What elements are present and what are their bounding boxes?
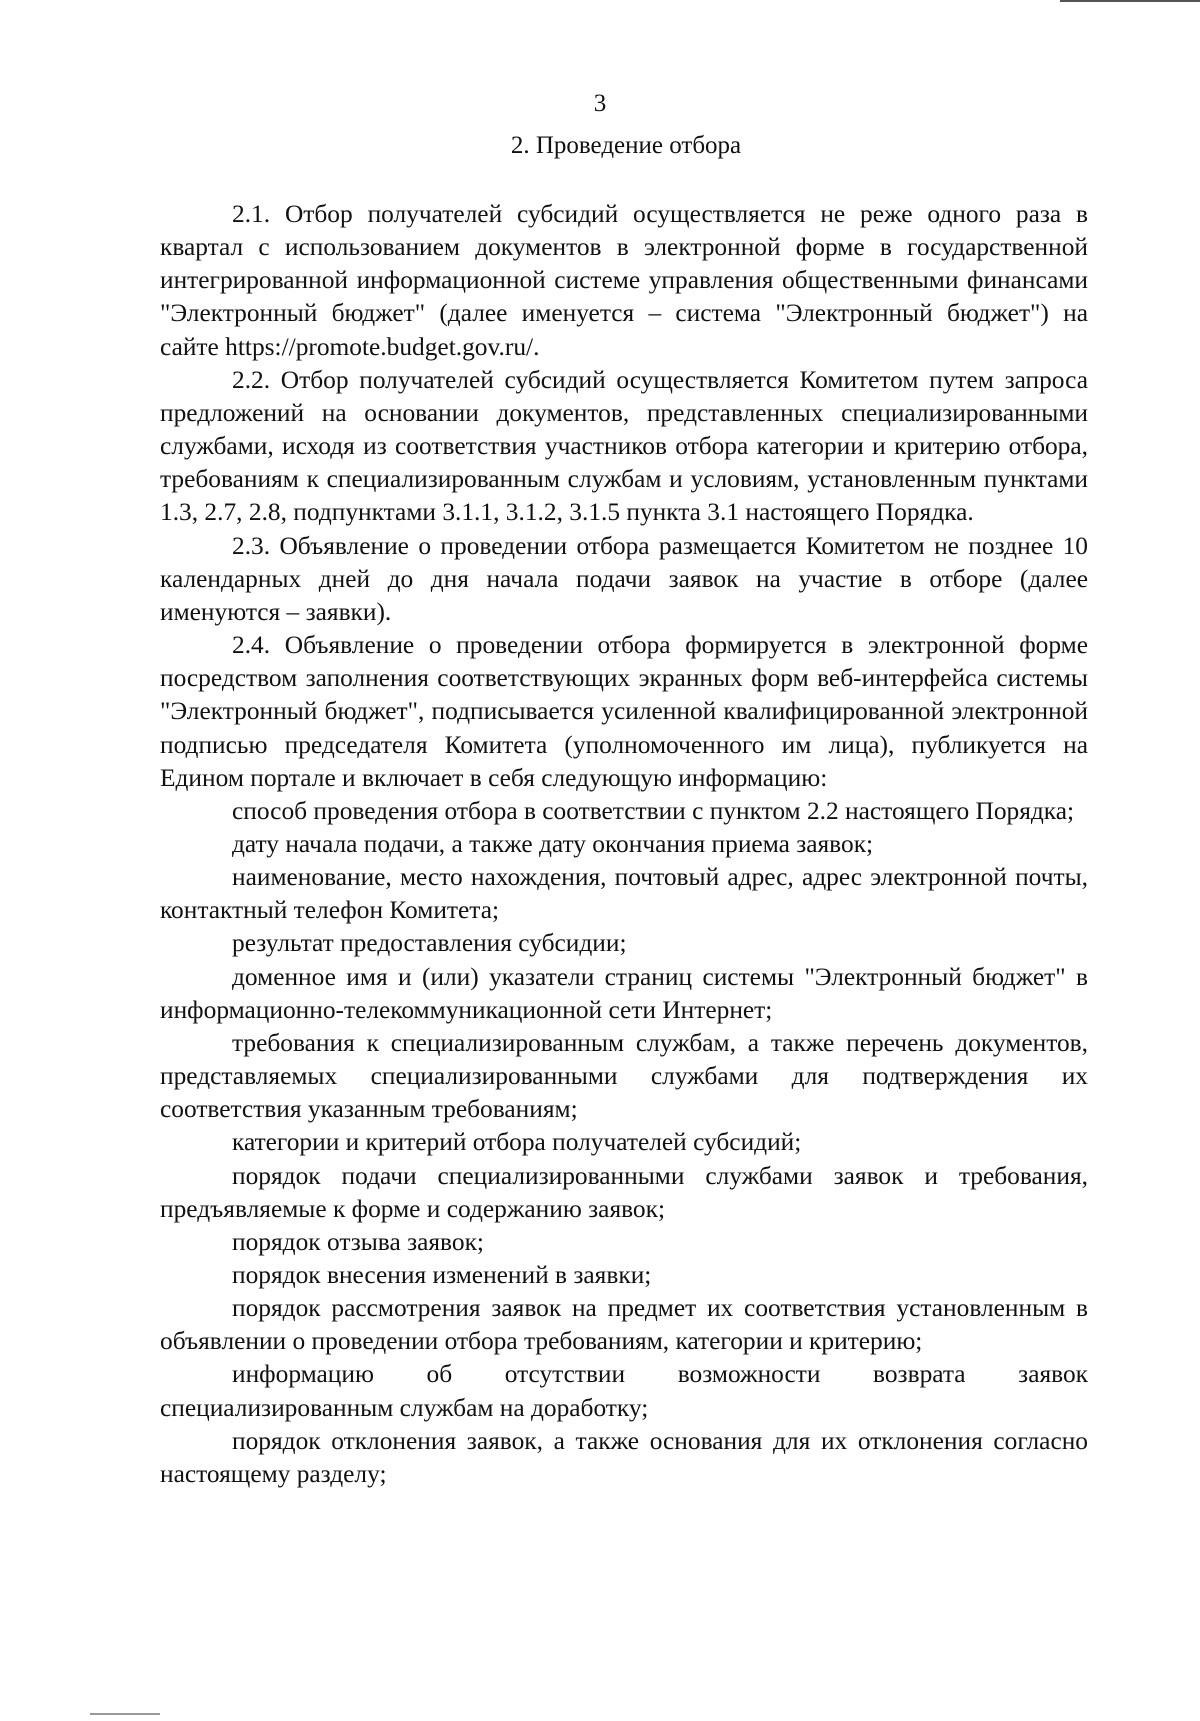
paragraph: 2.2. Отбор получателей субсидий осуществляется Комитетом путем запроса предложений на основании документов, представленных специализированными службами, исходя из соответствия участников отбора категории и критерию отбора, требованиям к специализированным службам и условиям, установленным пунктами 1.3, 2.7, 2.8, подпунктами 3.1.1, 3.1.2, 3.1.5 пункта 3.1 настоящего Порядка. bbox=[160, 365, 1088, 527]
list-item: информацию об отсутствии возможности возврата заявок специализированным службам на доработку; bbox=[160, 1360, 1088, 1422]
list-item: порядок рассмотрения заявок на предмет их соответствия установленным в объявлении о проведении отбора требованиям, категории и критерию; bbox=[160, 1294, 1088, 1356]
scan-edge-mark bbox=[1060, 0, 1200, 2]
page-number: 3 bbox=[593, 90, 607, 117]
list-item: порядок отклонения заявок, а также основания для их отклонения согласно настоящему разделу; bbox=[160, 1426, 1088, 1488]
list-item: требования к специализированным службам, а также перечень документов, представляемых специализированными службами для подтверждения их соответствия указанным требованиям; bbox=[160, 1028, 1088, 1124]
list-item: дату начала подачи, а также дату окончания приема заявок; bbox=[232, 829, 874, 858]
list-item: наименование, место нахождения, почтовый адрес, адрес электронной почты, контактный телефон Комитета; bbox=[160, 863, 1088, 925]
list-item: результат предоставления субсидии; bbox=[232, 929, 627, 958]
list-item: доменное имя и (или) указатели страниц системы "Электронный бюджет" в информационно-телекоммуникационной сети Интернет; bbox=[160, 962, 1088, 1024]
paragraph: 2.3. Объявление о проведении отбора размещается Комитетом не позднее 10 календарных дней до дня начала подачи заявок на участие в отборе (далее именуются – заявки). bbox=[160, 531, 1088, 626]
scan-edge-mark bbox=[90, 1713, 160, 1715]
paragraph: 2.4. Объявление о проведении отбора формируется в электронной форме посредством заполнения соответствующих экранных форм веб-интерфейса системы "Электронный бюджет", подписывается усиленной квалифицированной электронной подписью председателя Комитета (уполномоченного им лица), публикуется на Едином портале и включает в себя следующую информацию: bbox=[160, 631, 1088, 792]
section-title: 2. Проведение отбора bbox=[510, 132, 742, 159]
list-item: способ проведения отбора в соответствии с пунктом 2.2 настоящего Порядка; bbox=[232, 796, 1075, 825]
list-item: категории и критерий отбора получателей субсидий; bbox=[232, 1128, 802, 1157]
body-text bbox=[160, 198, 1088, 1491]
paragraph: 2.1. Отбор получателей субсидий осуществляется не реже одного раза в квартал с использованием документов в электронной форме в государственной интегрированной информационной системе управления общественными финансами "Электронный бюджет" (далее именуется – система "Электронный бюджет") на сайте https://promote.budget.gov.ru/. bbox=[160, 200, 1088, 361]
list-item: порядок отзыва заявок; bbox=[232, 1227, 484, 1256]
list-item: порядок внесения изменений в заявки; bbox=[232, 1261, 652, 1289]
list-item: порядок подачи специализированными службами заявок и требования, предъявляемые к форме и содержанию заявок; bbox=[160, 1161, 1088, 1223]
